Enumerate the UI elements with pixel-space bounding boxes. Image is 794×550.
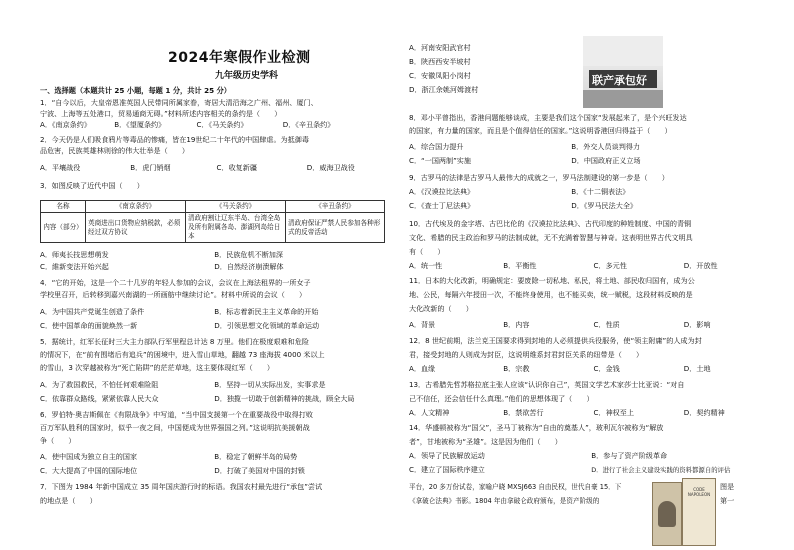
option-c[interactable]: C．《查士丁尼法典》 [409,201,475,210]
book-cover-portrait [652,482,682,546]
question-12-line-2: 君，接受封地的人则成为封臣，这说明维系封君封臣关系的纽带是（ ） [409,350,644,359]
option-a[interactable]: A．《南京条约》 [40,120,91,129]
question-9-stem: 9．古罗马的法律是古罗马人最伟大的成就之一，罗马法制建设的第一步是（ ） [409,173,669,182]
question-14-line-1: 14．华盛顿被称为“国父”，圣马丁被称为“自由的奠基人”，玻利瓦尔被称为“解放 [409,423,664,432]
section-heading: 一、选择题（本题共计 25 小题，每题 1 分，共计 25 分） [40,86,231,95]
question-15-tail-1: 图是 [720,482,735,491]
table-header: 《马关条约》 [186,201,286,213]
option-a[interactable]: A．领导了民族解放运动 [409,451,485,460]
question-10-line-3: 有（ ） [409,247,445,256]
question-11-options [409,320,711,331]
question-6-line-1: 6．罗伯特·奥吉斯佩在《有限战争》中写道，“当中国支援第一个在重要战役中取得打败 [40,410,313,419]
question-6-options-row-1 [40,452,297,463]
option-d[interactable]: D．《辛丑条约》 [282,120,335,129]
table-header: 《南京条约》 [86,201,186,213]
option-a[interactable]: A．《汉谟拉比法典》 [409,187,475,196]
book-title-page [682,478,716,546]
question-5-line-1: 5．据统计，红军长征时三大主力部队行军里程总计达 8 万里。他们在极度艰难和危险 [40,337,309,346]
question-5-line-2: 的情况下，在“前有围堵后有追兵”的困境中，进入雪山草地，翻越 73 座海拔 4000 米以上 [40,350,325,359]
option-c[interactable]: C．金钱 [593,364,620,373]
table-header: 《辛丑条约》 [286,201,385,213]
table-cell: 清政府割让辽东半岛、台湾全岛及所有附属各岛、澎湖列岛给日本 [186,213,286,243]
option-c[interactable]: C．《马关条约》 [196,120,248,129]
parade-photo [583,36,663,108]
question-2-line-1: 2．今天仍是人们吸食鸦片等毒品的惨痛，皆在19世纪二十年代的中国肆虐。为抵御毒 [40,135,309,144]
question-4-line-2: 学校里召开，后转移到嘉兴南湖的一所画舫中继续讨论”。材料中所说的会议（ ） [40,290,307,299]
question-13-options [409,408,725,419]
question-3-stem: 3．如图反映了近代中国（ ） [40,181,144,190]
question-6-line-3: 争（ ） [40,436,76,445]
option-a[interactable]: A．为了救国救民，不怕任何艰难险阻 [40,380,159,389]
table-header: 名称 [41,201,86,213]
question-15-line-1: 平台，20 多万份试卷，家喻户晓 MXSJ663 自由民权，世代自豪 15．下 [409,483,622,491]
option-d[interactable]: D．影响 [683,320,711,329]
code-napoleon-book-image [652,478,716,546]
option-d[interactable]: D．独揽一切敢于创新精神的挑战，顾全大局 [214,394,355,403]
option-b[interactable]: B．宗教 [503,364,530,373]
question-7-line-2: 的地点是（ ） [40,496,97,505]
question-13-line-2: 己不信任，还会信任什么真理。”他们的思想体现了（ ） [409,394,594,403]
option-d[interactable]: D．引领思想文化领域的革命运动 [214,321,320,330]
question-5-line-3: 的雪山，3 次穿越被称为“死亡陷阱”的茫茫草地，这主要体现红军（ ） [40,363,275,372]
option-b[interactable]: B．参与了资产阶级革命 [591,451,668,460]
option-c[interactable]: C．依靠群众路线，紧紧依靠人民大众 [40,394,159,403]
question-9-options-row-2 [409,201,637,212]
question-7-line-1: 7．下图为 1984 年新中国成立 35 周年国庆游行时的标语。我国农村最先进行“承包”尝试 [40,482,323,491]
page-title: 2024年寒假作业检测 [168,50,311,66]
option-a[interactable]: A．使中国成为独立自主的国家 [40,452,138,461]
option-d[interactable]: D．威海卫战役 [306,163,355,172]
question-3-options-row-2 [40,262,284,273]
book-title: CODE NAPOLEON [687,487,711,497]
option-b[interactable]: B．外交人员谈判得力 [571,142,640,151]
banner-caption: 联产承包好 [592,74,647,87]
question-5-options-row-2 [40,394,355,405]
option-c[interactable]: C．使中国革命的面貌焕然一新 [40,321,138,330]
option-d[interactable]: D．中国政府正义立场 [571,156,641,165]
option-d[interactable]: D．进行了社会主义建设实践的资料都源自的评估 [591,466,731,474]
question-11-line-2: 地、公民，每隔六年授田一次，不能终身使用，也不能买卖，统一赋税，这段材料反映的是 [409,290,693,299]
option-c[interactable]: C．多元性 [593,261,627,270]
question-4-line-1: 4．“它的开始，这是一个二十几岁的年轻人参加的会议，会议在上海法租界的一所女子 [40,278,311,287]
option-b[interactable]: B．虎门销烟 [130,163,171,172]
question-2-line-2: 品危害，民族英雄林则徐的伟大壮举是（ ） [40,146,189,155]
option-b[interactable]: B．陕西西安半坡村 [409,57,471,66]
question-3-table [40,200,385,243]
option-d[interactable]: D．开放性 [683,261,718,270]
question-1-line-1: 1．“自今以后，大皇帝恩准英国人民带同所属家眷，寄居大清沿海之广州、福州、厦门、 [40,98,318,107]
option-c[interactable]: C．“一国两制”实施 [409,156,471,165]
option-c[interactable]: C．安徽凤阳小岗村 [409,71,471,80]
table-cell: 英商进出口货物应纳税款，必须经过双方协议 [86,213,186,243]
question-2-options [40,163,355,174]
question-5-options-row-1 [40,380,326,391]
question-1-line-2: 宁波、上海等五处港口，贸易通商无碍。”材料所述内容相关的条约是（ ） [40,109,282,118]
option-b[interactable]: B．稳定了朝鲜半岛的局势 [214,452,298,461]
table-row-label: 内容（部分） [41,213,86,243]
option-c[interactable]: C．建立了国际秩序建立 [409,465,485,474]
table-cell: 清政府保证严禁人民参加各种形式的反帝活动 [286,213,385,243]
question-10-line-2: 文化、希腊的民主政治和罗马的法制成就，无不充满着智慧与神奇。这表明世界古代文明具 [409,233,693,242]
option-d[interactable]: D．浙江余姚河姆渡村 [409,85,479,94]
question-15-line-2: 《拿破仑法典》书影。1804 年由拿破仑政府颁布，是资产阶级的 [409,497,600,505]
option-d[interactable]: D．土地 [683,364,711,373]
question-9-options-row-1 [409,187,629,198]
option-c[interactable]: C．收复新疆 [216,163,257,172]
photo-sky [583,36,663,66]
question-14-options-row-2 [409,465,730,476]
question-14-options-row-1 [409,451,667,462]
option-a[interactable]: A．人文精神 [409,408,450,417]
option-b[interactable]: B．内容 [503,320,530,329]
option-c[interactable]: C．性质 [593,320,620,329]
question-14-line-2: 者”，甘地被称为“圣雄”。这是因为他们（ ） [409,437,562,446]
option-b[interactable]: B．平衡性 [503,261,537,270]
question-11-line-1: 11．日本的大化改新，明确规定：要废除一切私地、私民，将土地、部民收归国有，成为公 [409,276,695,285]
question-8-line-1: 8．邓小平曾指出，香港问题能够谈成，主要是我们这个国家“发展起来了，是个兴旺发达 [409,113,687,122]
question-6-options-row-2 [40,466,305,477]
option-a[interactable]: A．师夷长技思想萌发 [40,250,109,259]
option-b[interactable]: B．禁欲苦行 [503,408,544,417]
question-10-line-1: 10．古代埃及的金字塔、古巴比伦的《汉谟拉比法典》、古代印度的种姓制度、中国的青铜 [409,219,692,228]
question-3-options-row-1 [40,250,283,261]
question-13-line-1: 13．古希腊先哲苏格拉底主张人应该“认识你自己”，英国文学艺术家莎士比亚说：“对自 [409,380,685,389]
option-d[interactable]: D．《罗马民法大全》 [571,201,638,210]
option-a[interactable]: A．综合国力提升 [409,142,464,151]
question-8-options-row-2 [409,156,641,167]
question-10-options [409,261,718,272]
option-a[interactable]: A．统一性 [409,261,443,270]
option-a[interactable]: A．为中国共产党诞生创造了条件 [40,307,145,316]
option-b[interactable]: B．《十二铜表法》 [571,187,630,196]
question-6-line-2: 百万军队胜利的国家时，似乎一夜之间，中国便成为世界强国之列。”这说明抗美援朝战 [40,423,310,432]
option-d[interactable]: D．自然经济崩溃解体 [214,262,284,271]
question-12-line-1: 12．8 世纪前期，法兰克王国要求得到封地的人必须提供兵役服务，使“领主附庸”的人成为封 [409,336,702,345]
option-d[interactable]: D．契约精神 [683,408,725,417]
question-1-options [40,120,334,131]
option-c[interactable]: C．維新变法开始兴起 [40,262,109,271]
question-12-options [409,364,711,375]
question-11-line-3: 大化改新的（ ） [409,304,473,313]
option-a[interactable]: A．河南安阳武官村 [409,43,471,52]
portrait-icon [658,501,676,527]
option-d[interactable]: D．打破了美国对中国的封锁 [214,466,305,475]
option-b[interactable]: B．民族危机不断加深 [214,250,283,259]
option-b[interactable]: B．《望厦条约》 [114,120,166,129]
photo-banner [589,70,657,88]
option-a[interactable]: A．背景 [409,320,436,329]
option-a[interactable]: A．血缘 [409,364,436,373]
question-8-line-2: 的国家，有力量的国家，而且是个值得信任的国家。”这说明香港回归得益于（ ） [409,126,672,135]
option-b[interactable]: B．标志着新民主主义革命的开始 [214,307,319,316]
option-c[interactable]: C．神权至上 [593,408,634,417]
question-4-options-row-2 [40,321,319,332]
photo-crowd [583,90,663,108]
option-a[interactable]: A．平壤战役 [40,163,81,172]
question-8-options-row-1 [409,142,640,153]
option-b[interactable]: B．坚持一切从实际出发，实事求是 [214,380,326,389]
question-15-tail-2: 第一 [720,496,735,505]
option-c[interactable]: C．大大提高了中国的国际地位 [40,466,138,475]
page-subtitle: 九年级历史学科 [215,71,279,81]
question-4-options-row-1 [40,307,318,318]
